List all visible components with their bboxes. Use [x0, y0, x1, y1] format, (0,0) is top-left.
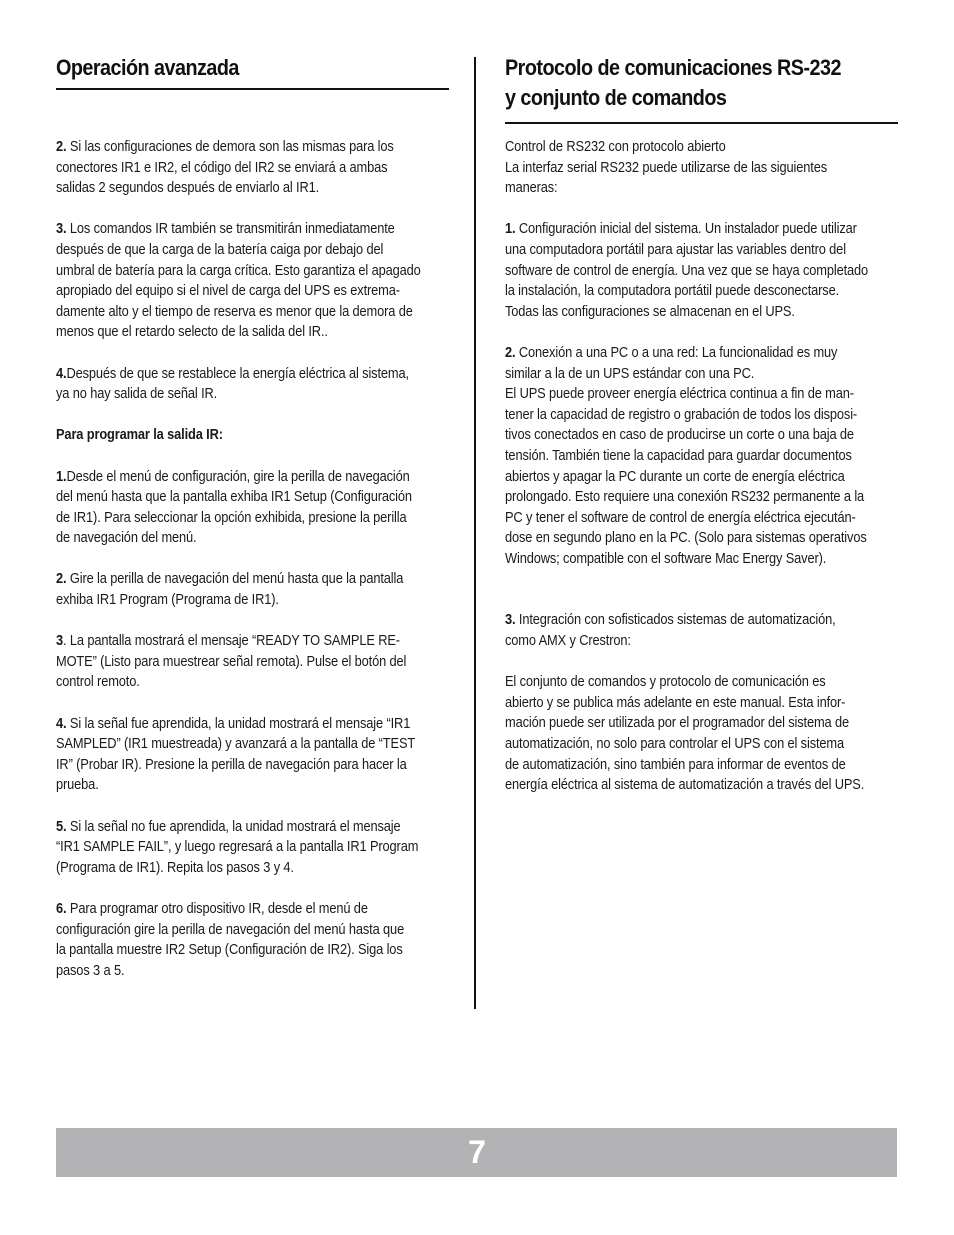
line-text: de navegación del menú. [56, 530, 197, 547]
item-number: 4. [56, 715, 67, 732]
section-heading-advanced-operation: Operación avanzada [56, 55, 239, 80]
line-text: abiertos y apagar la PC durante un corte de energía eléctrica [505, 468, 845, 485]
line-text: Conexión a una PC o a una red: La funcionalidad es muy [515, 344, 838, 361]
line-text: El UPS puede proveer energía eléctrica continua a fin de man- [505, 386, 854, 403]
line-text: IR” (Probar IR). Presione la perilla de navegación para hacer la [56, 756, 407, 773]
step-item [56, 714, 443, 796]
line-text: Si la señal no fue aprendida, la unidad mostrará el mensaje [66, 818, 401, 835]
line-text: mación puede ser utilizada por el programador del sistema de [505, 715, 850, 732]
text-line [56, 858, 443, 879]
heading-rule [56, 88, 449, 90]
list-item [505, 610, 892, 651]
text-line [505, 364, 892, 385]
line-text: Todas las configuraciones se almacenan en el UPS. [505, 303, 795, 320]
line-text: energía eléctrica al sistema de automatización a través del UPS. [505, 777, 865, 794]
section-heading-rs232 [505, 53, 841, 113]
text-line [56, 219, 443, 240]
line-text: dose en segundo plano en la PC. (Solo para sistemas operativos [505, 530, 867, 547]
text-line [56, 714, 443, 735]
text-line [56, 755, 443, 776]
text-line [56, 487, 443, 508]
text-line [505, 528, 892, 549]
heading-rule [505, 122, 898, 124]
text-line [505, 219, 892, 240]
heading-line-1: Protocolo de comunicaciones RS-232 [505, 55, 841, 80]
line-text: apropiado del equipo si el nivel de carga del UPS es extrema- [56, 283, 400, 300]
text-line [56, 569, 443, 590]
text-line [56, 590, 443, 611]
text-line [56, 261, 443, 282]
text-line [56, 631, 443, 652]
line-text: como AMX y Crestron: [505, 633, 631, 650]
text-line [505, 549, 892, 570]
text-line [505, 137, 892, 158]
text-line [56, 137, 443, 158]
column-divider [474, 57, 476, 1009]
text-line [505, 302, 892, 323]
line-text: maneras: [505, 180, 558, 197]
line-text: tensión. También tiene la capacidad para guardar documentos [505, 447, 852, 464]
line-text: control remoto. [56, 674, 140, 691]
line-text: menos que el retardo selecto de la salida del IR.. [56, 324, 328, 341]
line-text: de IR1). Para seleccionar la opción exhibida, presione la perilla [56, 509, 407, 526]
line-text: del menú hasta que la pantalla exhiba IR1 Setup (Configuración [56, 489, 412, 506]
item-number: 6. [56, 900, 67, 917]
text-line [56, 940, 443, 961]
text-line [505, 178, 892, 199]
list-item [505, 219, 892, 322]
line-text: Para programar otro dispositivo IR, desde el menú de [66, 900, 368, 917]
line-text: ya no hay salida de señal IR. [56, 386, 218, 403]
text-line [505, 755, 892, 776]
item-number: 2. [56, 139, 67, 155]
item-number: 2. [505, 344, 516, 361]
item-number: 1. [505, 221, 516, 238]
paragraph [56, 364, 443, 405]
line-text: prolongado. Esto requiere una conexión RS232 permanente a la [505, 489, 865, 506]
item-number: 1. [56, 468, 67, 485]
text-line [505, 240, 892, 261]
step-item [56, 467, 443, 549]
text-line [505, 343, 892, 364]
text-line [505, 467, 892, 488]
item-number: 3 [56, 633, 64, 650]
text-line [56, 899, 443, 920]
text-line [505, 734, 892, 755]
line-text: tener la capacidad de registro o grabación de todos los disposi- [505, 406, 858, 423]
step-item [56, 899, 443, 981]
text-line [505, 425, 892, 446]
text-line [505, 446, 892, 467]
line-text: una computadora portátil para ajustar las variables dentro del [505, 241, 846, 258]
text-line [505, 610, 892, 631]
text-line [505, 405, 892, 426]
text-line [56, 281, 443, 302]
text-line [56, 364, 443, 385]
line-text: Control de RS232 con protocolo abierto [505, 139, 726, 155]
line-text: SAMPLED” (IR1 muestreada) y avanzará a la pantalla de “TEST [56, 736, 416, 753]
line-text: Después de que se restablece la energía eléctrica al sistema, [66, 365, 409, 382]
line-text: umbral de batería para la carga crítica. Esto garantiza el apagado [56, 262, 421, 279]
line-text: después de que la carga de la batería caiga por debajo del [56, 241, 384, 258]
line-text: (Programa de IR1). Repita los pasos 3 y 4. [56, 859, 294, 876]
line-text: Configuración inicial del sistema. Un instalador puede utilizar [515, 221, 857, 238]
item-number: 5. [56, 818, 67, 835]
line-text: Si las configuraciones de demora son las mismas para los [66, 139, 394, 155]
item-number: 3. [505, 612, 516, 629]
step-item [56, 817, 443, 879]
text-line [56, 528, 443, 549]
text-line [505, 158, 892, 179]
step-item [56, 631, 443, 693]
subheading-program-ir: Para programar la salida IR: [56, 427, 223, 444]
text-line [505, 487, 892, 508]
text-line [56, 961, 443, 982]
right-body-text [505, 137, 892, 816]
list-item [505, 343, 892, 570]
line-text: Integración con sofisticados sistemas de automatización, [515, 612, 836, 629]
text-line [505, 384, 892, 405]
line-text: la pantalla muestre IR2 Setup (Configuración de IR2). Siga los [56, 942, 403, 959]
line-text: Windows; compatible con el software Mac Energy Saver). [505, 550, 827, 567]
paragraph [56, 137, 443, 199]
text-line [56, 508, 443, 529]
line-text: . La pantalla mostrará el mensaje “READY TO SAMPLE RE- [63, 633, 400, 650]
text-line [505, 672, 892, 693]
text-line [56, 240, 443, 261]
closing-paragraph [505, 672, 892, 796]
footer-bar [56, 1128, 897, 1177]
line-text: PC y tener el software de control de energía eléctrica ejecután- [505, 509, 856, 526]
line-text: automatización, no solo para controlar el UPS con el sistema [505, 736, 845, 753]
line-text: pasos 3 a 5. [56, 962, 125, 979]
text-line [56, 920, 443, 941]
line-text: Los comandos IR también se transmitirán inmediatamente [66, 221, 395, 238]
text-line [56, 837, 443, 858]
line-text: la instalación, la computadora portátil puede desconectarse. [505, 283, 840, 300]
line-text: Desde el menú de configuración, gire la perilla de navegación [66, 468, 410, 485]
text-line [56, 734, 443, 755]
line-text: prueba. [56, 777, 99, 794]
heading-line-2: y conjunto de comandos [505, 85, 727, 110]
text-line [505, 693, 892, 714]
line-text: software de control de energía. Una vez que se haya completado [505, 262, 869, 279]
text-line [505, 508, 892, 529]
line-text: conectores IR1 e IR2, el código del IR2 se enviará a ambas [56, 159, 388, 176]
item-number: 3. [56, 221, 67, 238]
line-text: Si la señal fue aprendida, la unidad mostrará el mensaje “IR1 [66, 715, 411, 732]
line-text: tivos conectados en caso de producirse un corte o una baja de [505, 427, 854, 444]
text-line [56, 178, 443, 199]
text-line [505, 261, 892, 282]
step-item [56, 569, 443, 610]
text-line [56, 322, 443, 343]
line-text: de automatización, sino también para informar de eventos de [505, 756, 846, 773]
text-line [56, 775, 443, 796]
line-text: La interfaz serial RS232 puede utilizarse de las siguientes [505, 159, 828, 176]
text-line [56, 384, 443, 405]
line-text: abierto y se publica más adelante en este manual. Esta infor- [505, 694, 846, 711]
text-line [56, 817, 443, 838]
line-text: configuración gire la perilla de navegación del menú hasta que [56, 921, 405, 938]
line-text: damente alto y el tiempo de reserva es menor que la demora de [56, 303, 413, 320]
text-line [56, 652, 443, 673]
line-text: exhiba IR1 Program (Programa de IR1). [56, 592, 279, 609]
text-line [505, 631, 892, 652]
line-text: MOTE” (Listo para muestrear señal remota). Pulse el botón del [56, 653, 407, 670]
text-line [56, 467, 443, 488]
text-line [505, 713, 892, 734]
line-text: similar a la de un UPS estándar con una PC. [505, 365, 755, 382]
text-line [505, 281, 892, 302]
line-text: El conjunto de comandos y protocolo de comunicación es [505, 674, 826, 691]
item-number: 4. [56, 365, 67, 382]
line-text: salidas 2 segundos después de enviarlo al IR1. [56, 180, 320, 197]
line-text: Gire la perilla de navegación del menú hasta que la pantalla [66, 571, 404, 588]
item-number: 2. [56, 571, 67, 588]
line-text: “IR1 SAMPLE FAIL”, y luego regresará a la pantalla IR1 Program [56, 839, 419, 856]
intro-paragraph [505, 137, 892, 199]
text-line [505, 775, 892, 796]
text-line [56, 158, 443, 179]
page-number: 7 [468, 1134, 485, 1170]
text-line [56, 302, 443, 323]
text-line [56, 672, 443, 693]
left-body-text [56, 137, 443, 1002]
paragraph [56, 219, 443, 343]
